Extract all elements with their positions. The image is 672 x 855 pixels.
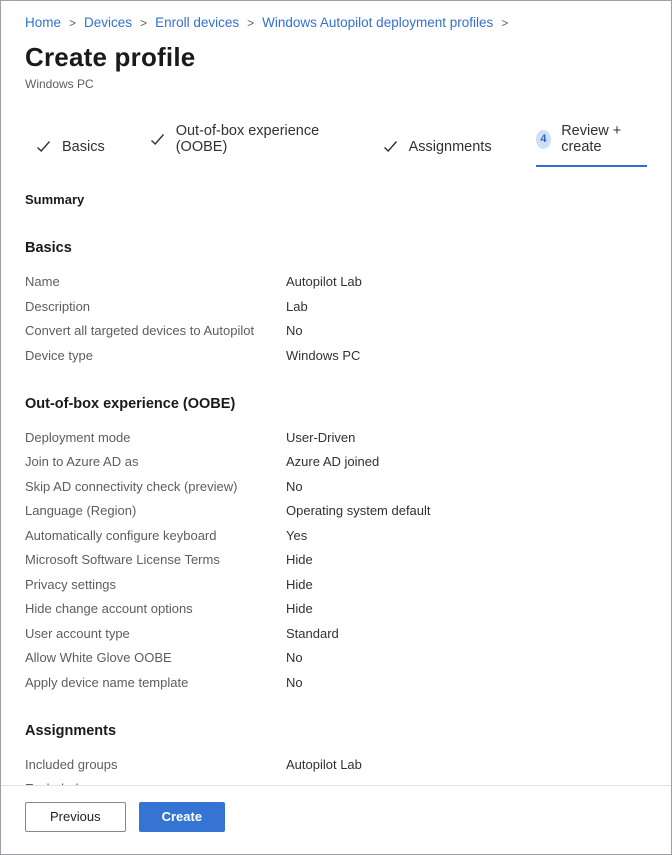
row-label: Automatically configure keyboard <box>25 527 217 543</box>
row-label: Hide change account options <box>25 601 193 616</box>
row-label: Device type <box>25 347 93 363</box>
summary-row <box>25 627 647 641</box>
tab-review-create-label: Review + create <box>561 123 622 155</box>
row-label: Included groups <box>25 756 118 772</box>
row-value: Standard <box>286 625 339 641</box>
summary-row <box>25 676 647 690</box>
summary-row <box>25 275 647 289</box>
row-value: No <box>286 674 303 690</box>
row-label: Name <box>25 274 60 289</box>
summary-row <box>25 480 647 494</box>
row-label: Deployment mode <box>25 429 131 445</box>
section-oobe <box>25 396 647 690</box>
row-value: Autopilot Lab <box>286 274 362 289</box>
row-label: Description <box>25 298 91 314</box>
tab-oobe[interactable] <box>149 123 338 167</box>
breadcrumb-enroll-devices[interactable]: Enroll devices <box>155 15 240 30</box>
row-label: Join to Azure AD as <box>25 454 139 469</box>
summary-row <box>25 324 647 338</box>
summary-row <box>25 349 647 363</box>
checkmark-icon <box>382 138 399 155</box>
summary-row <box>25 300 647 314</box>
checkmark-icon <box>35 138 52 155</box>
row-value: No <box>286 478 303 494</box>
section-heading-assignments: Assignments <box>25 722 117 739</box>
summary-row <box>25 758 647 772</box>
summary-row <box>25 553 647 567</box>
summary-row <box>25 529 647 543</box>
row-label: Skip AD connectivity check (preview) <box>25 478 238 494</box>
breadcrumb-devices[interactable]: Devices <box>84 15 133 30</box>
row-value: Hide <box>286 601 313 616</box>
breadcrumb-separator: > <box>140 15 148 30</box>
section-heading-oobe: Out-of-box experience (OOBE) <box>25 395 236 412</box>
tab-basics-label: Basics <box>62 138 105 155</box>
section-basics <box>25 240 647 363</box>
row-value: No <box>286 323 303 338</box>
row-label: Allow White Glove OOBE <box>25 650 172 665</box>
row-value: No <box>286 650 303 665</box>
summary-row <box>25 578 647 592</box>
row-label: User account type <box>25 625 130 641</box>
row-value: Hide <box>286 576 313 592</box>
row-value: Operating system default <box>286 503 431 518</box>
row-value: User-Driven <box>286 429 356 445</box>
tab-review-create[interactable] <box>536 123 647 167</box>
breadcrumb-separator: > <box>247 15 255 30</box>
summary-row <box>25 504 647 518</box>
row-value: Autopilot Lab <box>286 756 362 772</box>
previous-button[interactable]: Previous <box>25 802 126 832</box>
breadcrumb-autopilot-profiles[interactable]: Windows Autopilot deployment profiles <box>262 15 494 30</box>
breadcrumb-separator: > <box>501 15 509 30</box>
row-value: Lab <box>286 298 308 314</box>
summary-row <box>25 651 647 665</box>
breadcrumb-separator: > <box>69 15 77 30</box>
summary-row <box>25 455 647 469</box>
summary-heading: Summary <box>25 192 85 207</box>
row-label: Language (Region) <box>25 503 137 518</box>
create-button[interactable]: Create <box>139 802 225 832</box>
row-value: Hide <box>286 552 313 567</box>
row-label: Apply device name template <box>25 674 189 690</box>
step-number-badge: 4 <box>536 130 552 149</box>
tab-oobe-label: Out-of-box experience (OOBE) <box>175 123 320 155</box>
tab-assignments[interactable] <box>382 138 492 167</box>
tab-basics[interactable] <box>35 138 105 167</box>
page-title: Create profile <box>25 42 196 72</box>
row-label: Privacy settings <box>25 576 117 592</box>
row-value: Azure AD joined <box>286 454 380 469</box>
wizard-tabs <box>25 123 647 167</box>
checkmark-icon <box>149 131 166 148</box>
section-heading-basics: Basics <box>25 240 72 256</box>
breadcrumb <box>25 15 647 30</box>
row-value: Windows PC <box>286 347 361 363</box>
tab-assignments-label: Assignments <box>408 138 492 155</box>
page-subtitle: Windows PC <box>25 77 94 91</box>
wizard-footer <box>1 785 671 854</box>
breadcrumb-home[interactable]: Home <box>25 15 62 30</box>
row-label: Microsoft Software License Terms <box>25 552 220 567</box>
summary-row <box>25 431 647 445</box>
summary-row <box>25 602 647 616</box>
row-label: Convert all targeted devices to Autopilot <box>25 323 255 338</box>
row-value: Yes <box>286 527 308 543</box>
